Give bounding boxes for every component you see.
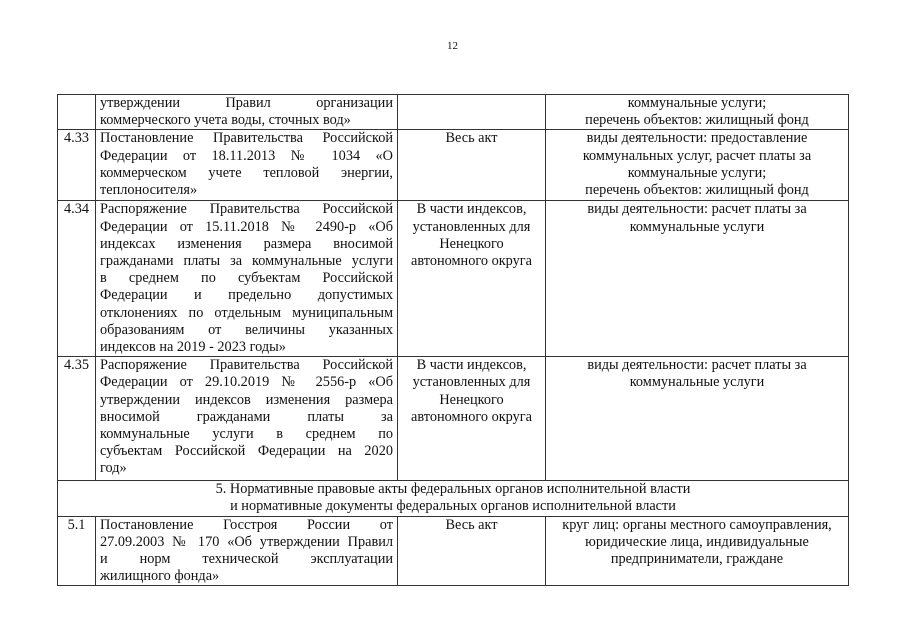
act-scope <box>398 357 546 481</box>
regulated-subject <box>546 516 849 586</box>
cell-line: утверждении индексов изменения размера <box>100 391 393 408</box>
cell-line: Распоряжение Правительства Российской <box>100 357 393 374</box>
cell-line: коммунальные услуги <box>629 374 765 391</box>
cell-line: коммунальные услуги в среднем по <box>100 426 393 443</box>
cell-line: перечень объектов: жилищный фонд <box>585 182 809 199</box>
row-number: 4.34 <box>58 201 96 357</box>
cell-line: 5. Нормативные правовые акты федеральных органов исполнительной власти <box>215 481 691 498</box>
act-name <box>96 95 398 130</box>
cell-line: Весь акт <box>445 516 498 533</box>
legal-acts-table <box>57 94 849 586</box>
regulated-subject <box>546 357 849 481</box>
cell-line: Распоряжение Правительства Российской <box>100 201 393 218</box>
row-number <box>58 95 96 130</box>
act-name <box>96 516 398 586</box>
cell-line: и норм технической эксплуатации <box>100 551 393 568</box>
cell-line: Ненецкого <box>439 391 504 408</box>
cell-line: Федерации от 18.11.2013 № 1034 «О <box>100 147 393 164</box>
table-row <box>58 130 849 201</box>
cell-line: Весь акт <box>445 130 498 147</box>
cell-line: жилищного фонда» <box>100 568 220 585</box>
act-scope <box>398 130 546 201</box>
table-row <box>58 95 849 130</box>
act-scope <box>398 201 546 357</box>
cell-line: Ненецкого <box>439 235 504 252</box>
section-header-row <box>58 481 849 516</box>
cell-line: Федерации от 29.10.2019 № 2556-р «Об <box>100 374 393 391</box>
cell-line: гражданами платы за коммунальные услуги <box>100 253 393 270</box>
cell-line: установленных для <box>412 218 531 235</box>
cell-line: перечень объектов: жилищный фонд <box>585 112 809 129</box>
table-row <box>58 201 849 357</box>
cell-line: коммунальные услуги; <box>627 164 767 181</box>
cell-line: Федерации от 15.11.2018 № 2490-р «Об <box>100 218 393 235</box>
cell-line: образованиям от величины указанных <box>100 321 393 338</box>
row-number: 5.1 <box>58 516 96 586</box>
cell-line: Постановление Госстроя России от <box>100 516 393 533</box>
cell-line: коммунальные услуги <box>629 218 765 235</box>
cell-line: установленных для <box>412 374 531 391</box>
cell-line: индексах изменения размера вносимой <box>100 235 393 252</box>
cell-line: круг лиц: органы местного самоуправления, <box>562 516 832 533</box>
section-title <box>58 481 849 516</box>
cell-line: отклонениях по отдельным муниципальным <box>100 304 393 321</box>
page-number: 12 <box>447 40 458 52</box>
regulated-subject <box>546 130 849 201</box>
cell-line: коммерческом учете тепловой энергии, <box>100 164 393 181</box>
cell-line: виды деятельности: расчет платы за <box>587 357 807 374</box>
cell-line: в среднем по субъектам Российской <box>100 270 393 287</box>
table-row <box>58 357 849 481</box>
cell-line: коммунальных услуг, расчет платы за <box>582 147 812 164</box>
table-row <box>58 516 849 586</box>
act-scope <box>398 516 546 586</box>
cell-line: теплоносителя» <box>100 182 198 199</box>
act-name <box>96 201 398 357</box>
cell-line: субъектам Российской Федерации на 2020 <box>100 443 393 460</box>
cell-line: Постановление Правительства Российской <box>100 130 393 147</box>
cell-line: вносимой гражданами платы за <box>100 408 393 425</box>
cell-line: автономного округа <box>411 408 532 425</box>
cell-line: юридические лица, индивидуальные <box>585 533 809 550</box>
cell-line: В части индексов, <box>416 357 527 374</box>
cell-line: 27.09.2003 № 170 «Об утверждении Правил <box>100 533 393 550</box>
row-number: 4.35 <box>58 357 96 481</box>
regulated-subject <box>546 201 849 357</box>
cell-line: и нормативные документы федеральных органов исполнительной власти <box>230 498 676 515</box>
regulated-subject <box>546 95 849 130</box>
cell-line: предприниматели, граждане <box>610 551 784 568</box>
cell-line: автономного округа <box>411 253 532 270</box>
cell-line: Федерации и предельно допустимых <box>100 287 393 304</box>
cell-line: индексов на 2019 - 2023 годы» <box>100 339 286 356</box>
cell-line: год» <box>100 460 127 477</box>
cell-line: виды деятельности: предоставление <box>586 130 808 147</box>
cell-line: коммерческого учета воды, сточных вод» <box>100 112 351 129</box>
act-name <box>96 357 398 481</box>
cell-line: коммунальные услуги; <box>627 95 767 111</box>
cell-line: В части индексов, <box>416 201 527 218</box>
cell-line: утверждении Правил организации <box>100 95 393 111</box>
act-name <box>96 130 398 201</box>
act-scope <box>398 95 546 130</box>
cell-line: виды деятельности: расчет платы за <box>587 201 807 218</box>
row-number: 4.33 <box>58 130 96 201</box>
